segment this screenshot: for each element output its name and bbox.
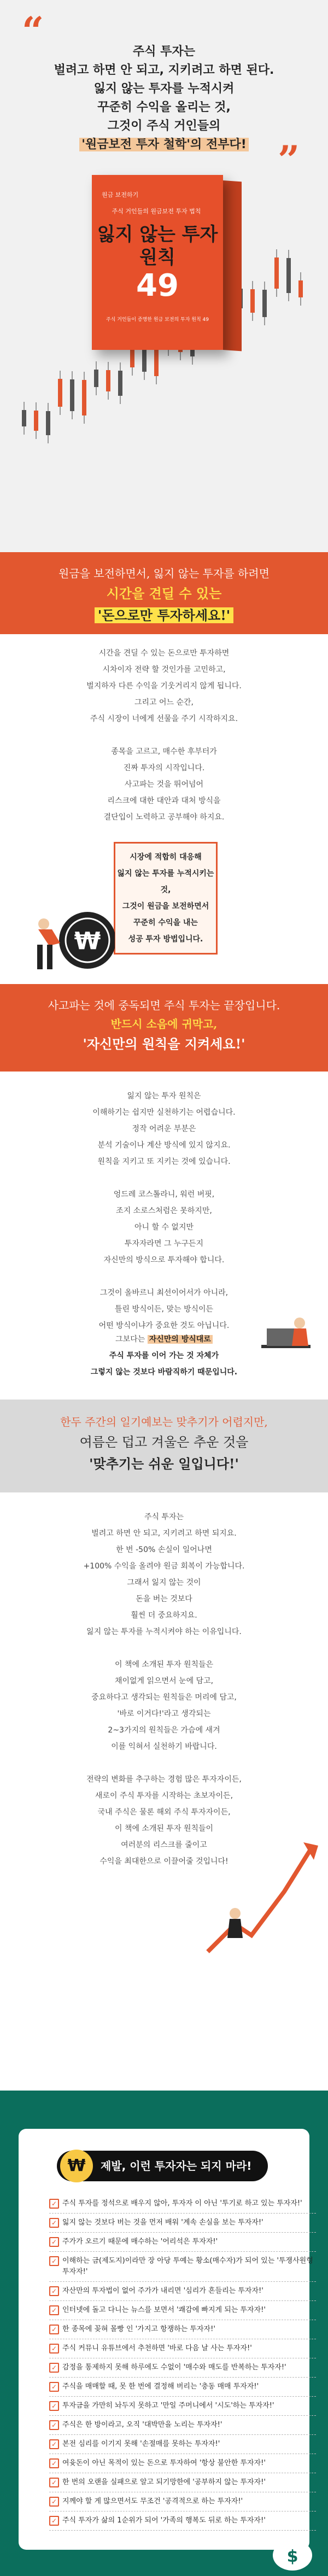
body-line: 여러분의 리스크를 줄이고 bbox=[121, 1841, 207, 1849]
checklist-item-text: 주식을 매매할 때, 못 한 번에 결정해 버리는 '충동 매매 투자자!' bbox=[62, 2382, 259, 2391]
hero-line: 주식 투자는 bbox=[133, 45, 195, 58]
body-line: 결단입이 노력하고 공부해야 하지요. bbox=[103, 813, 225, 822]
body-line: 전략의 변화를 추구하는 경험 많은 투자자이든, bbox=[86, 1775, 242, 1784]
body-line: 돈을 버는 것보다 bbox=[136, 1595, 192, 1603]
candle-body bbox=[118, 371, 122, 396]
body-line bbox=[0, 1268, 328, 1285]
open-quote-icon: “ bbox=[22, 8, 44, 54]
checklist-item-text: 지께야 할 게 많으면서도 무조건 '공격적으로 하는 투자자!' bbox=[62, 2497, 243, 2505]
book-description: 주식 거인들이 증명한 원금 보전의 투자 원칙 49 bbox=[106, 317, 209, 323]
checklist-item-text: 감정을 통제하지 못해 하루에도 수없이 '매수와 매도를 반복하는 투자자!' bbox=[62, 2363, 286, 2372]
person-with-laptop-illustration bbox=[256, 1307, 316, 1369]
band-3-big: '맞추기는 쉬운 일입니다!' bbox=[89, 1456, 239, 1472]
checkbox-icon: ✓ bbox=[49, 2325, 59, 2334]
candle-body bbox=[106, 370, 110, 391]
body-line: 국내 주식은 물론 해외 주식 투자자이든, bbox=[97, 1808, 231, 1817]
checklist-item-text: 본전 심리를 이기지 못해 '손절매를 못하는 투자자!' bbox=[62, 2440, 220, 2448]
checkbox-icon: ✓ bbox=[49, 2363, 59, 2373]
checklist-item bbox=[49, 2320, 316, 2339]
checklist-item bbox=[49, 2194, 316, 2214]
checklist-card bbox=[19, 2129, 313, 2550]
candle-body bbox=[298, 280, 303, 297]
checkbox-icon: ✓ bbox=[49, 2199, 59, 2209]
svg-text:$: $ bbox=[286, 2547, 298, 2566]
body-line: 중요하다고 생각되는 원칙들은 머리에 담고, bbox=[91, 1693, 237, 1702]
candle-body bbox=[286, 258, 291, 293]
checkbox-icon: ✓ bbox=[49, 2286, 59, 2296]
band-1-big-highlight: '돈으로만 투자하세요!' bbox=[95, 607, 233, 623]
checklist-item bbox=[49, 2473, 316, 2492]
checklist-items bbox=[49, 2194, 316, 2531]
book-number: 49 bbox=[136, 268, 179, 303]
body-line: 잃지 않는 투자를 누적시켜야 하는 이유입니다. bbox=[86, 1627, 242, 1636]
text-section-1 bbox=[0, 634, 328, 984]
candle-body bbox=[250, 289, 255, 313]
checklist-item bbox=[49, 2397, 316, 2416]
checklist-heading: 제발, 이런 투자자는 되지 마라! bbox=[57, 2151, 268, 2181]
book-tag: 원금 보전하기 bbox=[102, 191, 139, 198]
checklist-item bbox=[49, 2282, 316, 2301]
book-title: 잃지 않는 투자 원칙 bbox=[97, 224, 218, 268]
body-line: 자신만의 방식으로 투자해야 합니다. bbox=[103, 1256, 225, 1264]
checklist-item bbox=[49, 2252, 316, 2282]
hero-line: 꾸준히 수익을 올리는 것, bbox=[97, 101, 231, 114]
checkbox-icon: ✓ bbox=[49, 2478, 59, 2487]
checklist-item bbox=[49, 2233, 316, 2252]
body-line: 아니 할 수 없지만 bbox=[134, 1223, 194, 1232]
checklist-item-text: 주식은 한 방이라고, 오직 '대박만을 노리는 투자자!' bbox=[62, 2421, 222, 2429]
checklist-item bbox=[49, 2416, 316, 2435]
checkbox-icon: ✓ bbox=[49, 2458, 59, 2468]
hero-section bbox=[0, 0, 328, 552]
hero-quote bbox=[0, 43, 328, 154]
book-spine bbox=[223, 180, 242, 351]
boxed-line: 잃지 않는 투자를 누적시키는 것, bbox=[117, 869, 214, 894]
checklist-item-text: 여윳돈이 아닌 목적이 있는 돈으로 투자하여 '항상 불안한 투자자!' bbox=[62, 2459, 266, 2467]
checklist-item-text: 이해하는 금(제도지)이라만 장 아당 투예는 황소(매수자)가 되어 있는 '투쟁사원형 투자자!' bbox=[62, 2257, 313, 2276]
body-line: +100% 수익을 올려야 원금 회복이 가능합니다. bbox=[83, 1562, 245, 1571]
body-line: 잃지 않는 투자 원칙은 bbox=[127, 1092, 201, 1100]
body-line: 그리고 어느 순간, bbox=[134, 698, 194, 707]
checklist-item-text: 잃지 않는 것보다 버는 것을 먼저 배워 '계속 손실을 보는 투자자!' bbox=[62, 2218, 263, 2227]
checklist-item-text: 자산만의 투자법이 없어 주가가 내리면 '심리가 흔들리는 투자자!' bbox=[62, 2287, 263, 2295]
money-bag-icon bbox=[268, 2528, 317, 2572]
body-line: 이 책에 소개된 투자 원칙들이 bbox=[114, 1824, 214, 1833]
checkbox-icon: ✓ bbox=[49, 2420, 59, 2430]
body-line: 리스크에 대한 대안과 대처 방식을 bbox=[107, 797, 221, 805]
hero-line: 벌려고 하면 안 되고, 지키려고 하면 된다. bbox=[54, 63, 274, 77]
candle-body bbox=[22, 410, 26, 426]
candle-body bbox=[46, 411, 50, 435]
body-line bbox=[0, 1640, 328, 1656]
body-line: 어떤 방식이냐가 중요한 것도 아닙니다. bbox=[98, 1321, 230, 1330]
body-line: 투자자라면 그 누구든지 bbox=[124, 1239, 204, 1248]
checklist-item-text: 한 종목에 꽂혀 몰빵 인 '가지고 항쟁하는 투자자!' bbox=[62, 2325, 215, 2333]
book-cover bbox=[92, 175, 223, 350]
body-line: 정작 어려운 부분은 bbox=[132, 1125, 196, 1133]
checkbox-icon: ✓ bbox=[49, 2305, 59, 2315]
checklist-item bbox=[49, 2454, 316, 2473]
body-line: 조지 소로스처럼은 못하지만, bbox=[116, 1207, 212, 1215]
warning-checklist-section bbox=[0, 2091, 328, 2576]
body-line: 수익을 최대한으로 이끌어줄 것입니다! bbox=[99, 1857, 229, 1866]
body-line: '바로 이거다!'라고 생각되는 bbox=[117, 1709, 211, 1718]
band-2-big: '자신만의 원칙을 지켜세요!' bbox=[83, 1036, 245, 1052]
text-2-final-1: 그보다는 bbox=[115, 1335, 145, 1344]
candle-body bbox=[34, 411, 38, 431]
checklist-item-text: 한 번의 오랜을 실패으로 알고 되기망한에 '공부하지 않는 투자자!' bbox=[62, 2478, 266, 2486]
band-3 bbox=[0, 1400, 328, 1492]
body-line: 이해하기는 쉽지만 실천하기는 어렵습니다. bbox=[92, 1108, 236, 1117]
body-line: 원칙을 지키고 또 지키는 것에 있습니다. bbox=[97, 1157, 231, 1166]
body-line bbox=[0, 727, 328, 743]
boxed-line: 성공 투자 방법입니다. bbox=[128, 935, 203, 944]
body-line: 2~3가지의 원칙들은 가슴에 새겨 bbox=[108, 1726, 220, 1735]
checklist-item-text: 주식 투자를 정석으로 배우지 않아, 투자자 이 아닌 '투기로 하고 있는 투자자!' bbox=[62, 2199, 302, 2208]
body-line bbox=[0, 1755, 328, 1771]
band-1-sub: 원금을 보전하면서, 잃지 않는 투자를 하려면 bbox=[58, 567, 270, 580]
body-line: 시간을 견딜 수 있는 돈으로만 투자하면 bbox=[98, 649, 230, 658]
checkbox-icon: ✓ bbox=[49, 2439, 59, 2449]
svg-text:₩: ₩ bbox=[74, 927, 101, 955]
body-line: 종목을 고르고, 매수한 후부터가 bbox=[111, 747, 217, 756]
body-line: 틀린 방식이든, 맞는 방식이든 bbox=[114, 1305, 214, 1314]
checkbox-icon: ✓ bbox=[49, 2256, 59, 2266]
band-3-sub-1: 한두 주간의 일기예보는 맞추기가 어렵지만, bbox=[60, 1415, 268, 1428]
checkbox-icon: ✓ bbox=[49, 2382, 59, 2392]
text-3-body bbox=[0, 1509, 328, 1870]
person-pushing-coin-illustration bbox=[22, 902, 115, 981]
close-quote-icon: ” bbox=[278, 137, 300, 183]
checklist-item-text: 주식 투자가 삶의 1순위가 되어 '가족의 행복도 뒤로 하는 투자자!' bbox=[62, 2516, 266, 2525]
checklist-item bbox=[49, 2301, 316, 2320]
text-section-3 bbox=[0, 1492, 328, 1975]
candle-body bbox=[274, 257, 279, 289]
body-line: 벌지하자 다른 수익을 기웃거리지 않게 됩니다. bbox=[86, 682, 242, 690]
text-1-body bbox=[0, 645, 328, 826]
body-line: 이를 익혀서 실천하기 바랍니다. bbox=[111, 1742, 217, 1751]
body-line: 새로이 주식 투자를 시작하는 초보자이든, bbox=[95, 1792, 233, 1800]
band-3-sub-2: 여름은 덥고 겨울은 추운 것을 bbox=[79, 1435, 249, 1450]
checklist-item bbox=[49, 2378, 316, 2397]
checklist-item bbox=[49, 2435, 316, 2454]
body-line: 시차이자 전략 할 것인가를 고민하고, bbox=[102, 665, 226, 674]
body-line: 진짜 투자의 시작입니다. bbox=[123, 764, 205, 772]
text-section-2 bbox=[0, 1072, 328, 1400]
body-line: 분석 기술이나 계산 방식에 있지 않지요. bbox=[97, 1141, 231, 1150]
band-2 bbox=[0, 984, 328, 1072]
checklist-item bbox=[49, 2358, 316, 2378]
hero-line: '원금보전 투자 철학'의 전부다! bbox=[0, 136, 328, 154]
checklist-item bbox=[49, 2339, 316, 2358]
band-2-sub-1: 사고파는 것에 중독되면 주식 투자는 끝장입니다. bbox=[48, 999, 280, 1012]
body-line: 한 번 -50% 손실이 일어나면 bbox=[116, 1545, 212, 1554]
band-1-big-plain: 시간을 견딜 수 있는 bbox=[106, 586, 222, 601]
book-subtitle: 주식 거인들의 원금보전 투자 법칙 bbox=[112, 208, 201, 215]
growth-arrow-illustration bbox=[202, 1831, 323, 1965]
body-line: 주식 투자는 bbox=[144, 1513, 184, 1521]
candle-body bbox=[70, 379, 74, 411]
body-line: 이 책에 소개된 투자 원칙들은 bbox=[114, 1660, 214, 1669]
body-line: 그래서 잃지 않는 것이 bbox=[127, 1578, 201, 1587]
candle-body bbox=[58, 379, 62, 407]
checkbox-icon: ✓ bbox=[49, 2237, 59, 2247]
band-2-sub-2: 반드시 소음에 귀막고, bbox=[110, 1017, 218, 1031]
text-2-final-2: 주식 투자를 이어 가는 것 자체가 bbox=[109, 1351, 219, 1360]
checklist-item bbox=[49, 2214, 316, 2233]
text-1-boxed-callout bbox=[114, 842, 218, 955]
checklist-item bbox=[49, 2492, 316, 2511]
checklist-item-text: 주식 커뮤니 유튜브에서 추천하면 '바로 다음 날 사는 투자자!' bbox=[62, 2344, 252, 2352]
body-line: 사고파는 것을 뛰어넘어 bbox=[124, 780, 204, 789]
checklist-item-text: 주가가 오르기 때문에 매수하는 '어리석은 투자자!' bbox=[62, 2238, 218, 2246]
won-coin-icon: ₩ bbox=[60, 2150, 93, 2182]
hero-line: 잃지 않는 투자를 누적시켜 bbox=[93, 82, 235, 96]
candle-body bbox=[94, 370, 98, 387]
checkbox-icon: ✓ bbox=[49, 2401, 59, 2411]
checkbox-icon: ✓ bbox=[49, 2497, 59, 2507]
checklist-item-text: 인터넷에 돌고 다니는 뉴스를 보면서 '쾌감에 빠지게 되는 투자자!' bbox=[62, 2306, 266, 2314]
text-2-final-3: 그렇지 않는 것보다 바람직하기 때문입니다. bbox=[90, 1368, 238, 1377]
candle-body bbox=[82, 380, 86, 415]
boxed-line: 그것이 원금을 보전하면서 bbox=[122, 902, 209, 911]
checkbox-icon: ✓ bbox=[49, 2516, 59, 2526]
checkbox-icon: ✓ bbox=[49, 2344, 59, 2353]
body-line: 훨씬 더 중요하지요. bbox=[131, 1611, 197, 1620]
boxed-line: 시장에 적합히 대응해 bbox=[130, 853, 202, 862]
body-line: 채이없게 읽으면서 눈에 담고, bbox=[114, 1677, 214, 1685]
candle-body bbox=[262, 290, 267, 317]
text-2-body bbox=[0, 1088, 328, 1334]
band-1 bbox=[0, 552, 328, 634]
hero-line: 그것이 주식 거인들의 bbox=[107, 119, 221, 133]
checkbox-icon: ✓ bbox=[49, 2218, 59, 2228]
body-line: 벌려고 하면 안 되고, 지키려고 하면 되지요. bbox=[91, 1529, 237, 1538]
body-line: 엉드레 코스톨라니, 워런 버핏, bbox=[113, 1190, 215, 1199]
body-line: 주식 시장이 너에게 선물을 주기 시작하지요. bbox=[90, 715, 238, 723]
checklist-item-text: 투자금을 가만히 놔두지 못하고 '만일 주머니에서 '시도'하는 투자자!' bbox=[62, 2402, 274, 2410]
text-2-final-1b: 자신만의 방식대로 bbox=[148, 1335, 213, 1344]
boxed-line: 꾸준히 수익을 내는 bbox=[133, 918, 198, 927]
body-line: 그것이 올바르니 최선이어서가 아니라, bbox=[99, 1289, 229, 1297]
body-line bbox=[0, 1170, 328, 1186]
